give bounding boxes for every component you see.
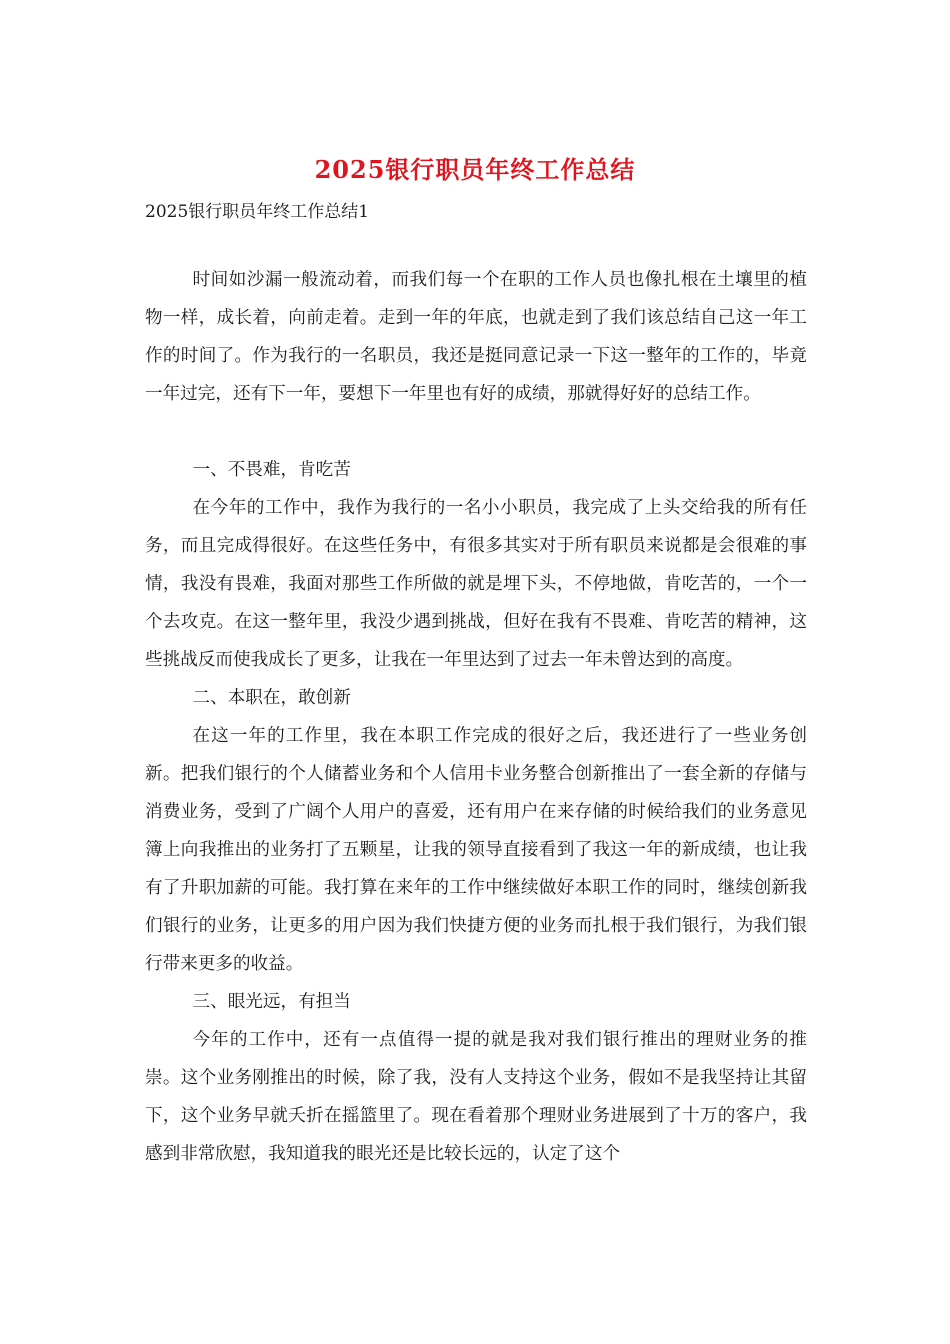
section-heading-3: 三、眼光远，有担当 [192,992,351,1012]
document-body [145,261,807,1173]
section-paragraph-3: 今年的工作中，还有一点值得一提的就是我对我们银行推出的理财业务的推崇。这个业务刚推出的时候，除了我，没有人支持这个业务，假如不是我坚持让其留下，这个业务早就夭折在摇篮里了。现在看着那个理财业务进展到了十万的客户，我感到非常欣慰，我知道我的眼光还是比较长远的，认定了这个 [145,1030,807,1164]
document-subtitle: 2025银行职员年终工作总结1 [145,202,370,222]
section-heading-1: 一、不畏难，肯吃苦 [192,460,351,480]
document-title: 2025银行职员年终工作总结 [314,155,636,184]
intro-paragraph: 时间如沙漏一般流动着，而我们每一个在职的工作人员也像扎根在土壤里的植物一样，成长着，向前走着。走到一年的年底，也就走到了我们该总结自己这一年工作的时间了。作为我行的一名职员，我还是挺同意记录一下这一整年的工作的，毕竟一年过完，还有下一年，要想下一年里也有好的成绩，那就得好好的总结工作。 [145,270,807,404]
section-paragraph-1: 在今年的工作中，我作为我行的一名小小职员，我完成了上头交给我的所有任务，而且完成得很好。在这些任务中，有很多其实对于所有职员来说都是会很难的事情，我没有畏难，我面对那些工作所做的就是埋下头，不停地做，肯吃苦的，一个一个去攻克。在这一整年里，我没少遇到挑战，但好在我有不畏难、肯吃苦的精神，这些挑战反而使我成长了更多，让我在一年里达到了过去一年未曾达到的高度。 [145,498,807,670]
section-heading-2: 二、本职在，敢创新 [192,688,351,708]
section-paragraph-2: 在这一年的工作里，我在本职工作完成的很好之后，我还进行了一些业务创新。把我们银行的个人储蓄业务和个人信用卡业务整合创新推出了一套全新的存储与消费业务，受到了广阔个人用户的喜爱，还有用户在来存储的时候给我们的业务意见簿上向我推出的业务打了五颗星，让我的领导直接看到了我这一年的新成绩，也让我有了升职加薪的可能。我打算在来年的工作中继续做好本职工作的同时，继续创新我们银行的业务，让更多的用户因为我们快捷方便的业务而扎根于我们银行，为我们银行带来更多的收益。 [145,726,807,974]
